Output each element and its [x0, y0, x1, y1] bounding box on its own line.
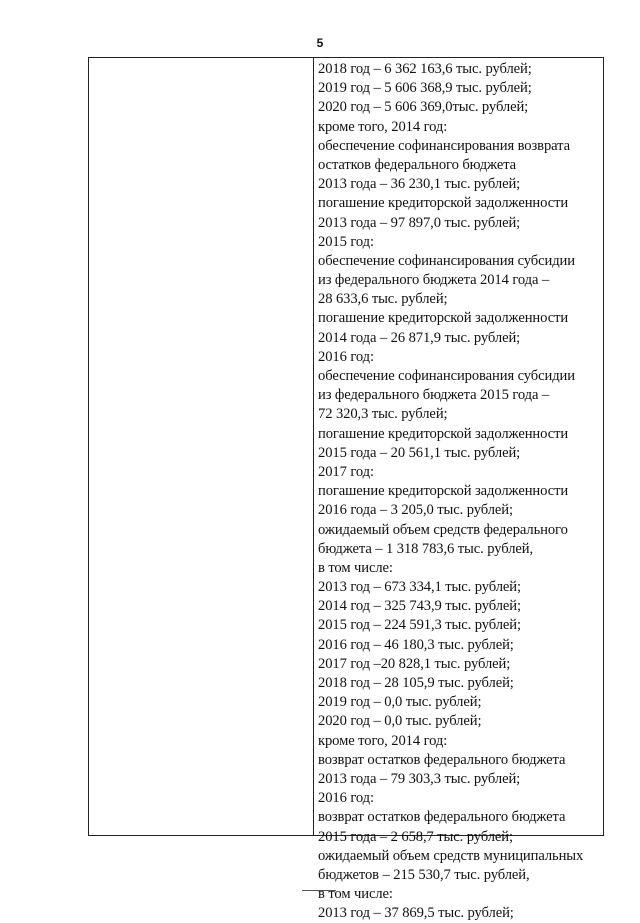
text-line: 2015 года – 20 561,1 тыс. рублей; [318, 444, 521, 461]
text-line: 2019 год – 0,0 тыс. рублей; [318, 694, 482, 711]
column-divider [313, 58, 314, 835]
text-line: возврат остатков федерального бюджета [318, 809, 566, 826]
text-line: 2016 год – 46 180,3 тыс. рублей; [318, 636, 514, 653]
page-number: 5 [316, 36, 324, 50]
text-line: 2016 года – 3 205,0 тыс. рублей; [318, 502, 513, 519]
text-line: 2017 год –20 828,1 тыс. рублей; [318, 655, 511, 672]
text-line: возврат остатков федерального бюджета [318, 751, 566, 768]
text-line: 2016 год: [318, 790, 374, 807]
text-line: в том числе: [318, 559, 393, 576]
footer-rule [302, 890, 336, 891]
text-line: 2018 год – 28 105,9 тыс. рублей; [318, 675, 514, 691]
text-line: 2015 года – 2 658,7 тыс. рублей; [318, 828, 513, 845]
text-line: 2013 год – 37 869,5 тыс. рублей; [318, 905, 514, 922]
text-line: 2019 год – 5 606 368,9 тыс. рублей; [318, 80, 532, 97]
text-line: 2014 год – 325 743,9 тыс. рублей; [318, 598, 521, 615]
text-line: бюджетов – 215 530,7 тыс. рублей, [318, 866, 530, 883]
text-line: бюджета – 1 318 783,6 тыс. рублей, [318, 540, 534, 557]
table-left-cell [89, 58, 313, 835]
text-line: ожидаемый объем средств муниципальных [318, 847, 584, 864]
text-line: 2015 год: [318, 233, 374, 250]
text-line: 2015 год – 224 591,3 тыс. рублей; [318, 617, 521, 634]
text-line: погашение кредиторской задолженности [318, 195, 569, 212]
text-line: обеспечение софинансирования субсидии [318, 252, 575, 269]
text-line: обеспечение софинансирования субсидии [318, 368, 575, 384]
text-line: 2013 год – 673 334,1 тыс. рублей; [318, 579, 521, 596]
text-line: 2017 год: [318, 463, 374, 480]
text-line: 2016 год: [318, 348, 374, 365]
text-line: погашение кредиторской задолженности [318, 425, 569, 442]
text-line: из федерального бюджета 2015 года – [318, 387, 550, 404]
text-line: остатков федерального бюджета [318, 156, 517, 173]
text-line: погашение кредиторской задолженности [318, 310, 569, 327]
text-line: обеспечение софинансирования возврата [318, 137, 570, 154]
text-line: 28 633,6 тыс. рублей; [318, 291, 448, 308]
document-table [88, 57, 604, 922]
text-line: кроме того, 2014 год: [318, 732, 448, 749]
text-line: 2013 года – 97 897,0 тыс. рублей; [318, 214, 521, 231]
text-line: 2018 год – 6 362 163,6 тыс. рублей; [318, 61, 532, 77]
text-line: из федерального бюджета 2014 года – [318, 272, 550, 289]
text-line: 72 320,3 тыс. рублей; [318, 406, 448, 423]
text-line: 2020 год – 5 606 369,0тыс. рублей; [318, 99, 529, 116]
text-line: 2020 год – 0,0 тыс. рублей; [318, 713, 482, 730]
text-line: в том числе: [318, 886, 393, 903]
table-right-cell [318, 60, 602, 923]
text-line: погашение кредиторской задолженности [318, 483, 569, 500]
text-line: кроме того, 2014 год: [318, 118, 448, 135]
text-line: 2013 года – 79 303,3 тыс. рублей; [318, 770, 521, 787]
text-line: ожидаемый объем средств федерального [318, 521, 568, 538]
text-line: 2013 года – 36 230,1 тыс. рублей; [318, 176, 521, 193]
text-line: 2014 года – 26 871,9 тыс. рублей; [318, 329, 521, 346]
